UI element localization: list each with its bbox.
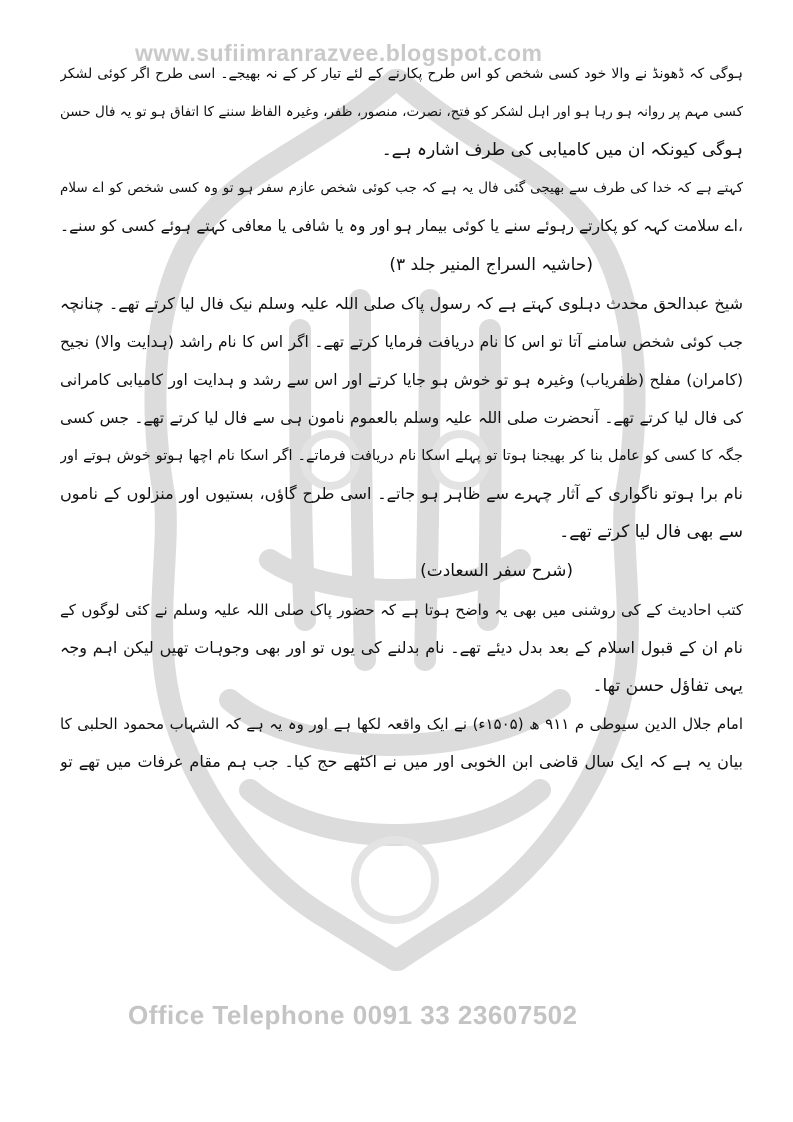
text-line: نام ان کے قبول اسلام کے بعد بدل دیئے تھے۔ نام بدلنے کی یوں تو اور بھی وجوہات تھیں لیکن اہم وجہ [60,638,743,657]
text-line: ،اے سلامت کہہ کو پکارتے رہوئے سنے یا کوئی بیمار ہو اور وہ یا شافی یا معافی کہتے ہوئے کسی کو سنے۔ [60,217,743,235]
text-line: جگہ کا کسی کو عامل بنا کر بھیجنا ہوتا تو پہلے اسکا نام دریافت فرماتے۔ اگر اسکا نام اچھا ہوتو خوش ہوتے اور [60,448,743,464]
text-line: کسی مہم پر روانہ ہو رہا ہو اور اہل لشکر کو فتح، نصرت، منصور، ظفر، وغیرہ الفاظ سننے کا اتفاق ہو تو یہ فال حسن [60,104,743,120]
text-line: نام برا ہوتو ناگواری کے آثار چہرے سے ظاہر ہو جاتے۔ اسی طرح گاؤں، بستیوں اور منزلوں کے ناموں [60,484,743,503]
text-line: شیخ عبدالحق محدث دہلوی کہتے ہے کہ رسول پاک صلی اللہ علیہ وسلم نیک فال لیا کرتے تھے۔ چنانچہ [60,294,743,313]
text-line: جب کوئی شخص سامنے آتا تو اس کا نام دریافت فرمایا کرتے تھے۔ اگر اس کا نام راشد (ہدایت والا) نجیح [60,333,743,351]
text-line: بیان یہ ہے کہ ایک سال قاضی ابن الخوبی اور میں نے اکٹھے حج کیا۔ جب ہم مقام عرفات میں تھے تو [60,752,743,771]
text-line: کی فال لیا کرتے تھے۔ آنحضرت صلی اللہ علیہ وسلم بالعموم نامون ہی سے فال لیا کرتے تھے۔ جس کسی [60,409,743,427]
text-line: یہی تفاؤل حسن تھا۔ [592,676,743,696]
text-line: (کامران) مفلح (ظفریاب) وغیرہ ہو تو خوش ہو جایا کرتے اور اس سے رشد و ہدایت اور کامیابی کامرانی [60,371,743,389]
watermark-url: www.sufiimranrazvee.blogspot.com [135,40,543,66]
document-body [60,55,743,781]
text-line: سے بھی فال لیا کرتے تھے۔ [559,522,743,542]
text-line: کتب احادیث کے کی روشنی میں بھی یہ واضح ہوتا ہے کہ حضور پاک صلی اللہ علیہ وسلم نے کئی لوگوں کے [60,601,743,619]
text-line: کہتے ہے کہ خدا کی طرف سے بھیجی گئی فال یہ ہے کہ جب کوئی شخص عازم سفر ہو تو وہ کسی شخص کو اے سلام [60,180,743,196]
citation: (شرح سفر السعادت) [420,561,573,581]
text-line: امام جلال الدین سیوطی م ۹۱۱ ھ (۱۵۰۵ء) نے ایک واقعہ لکھا ہے اور وہ یہ ہے کہ الشہاب محمود الحلبی کا [60,715,743,733]
watermark-phone: Office Telephone 0091 33 23607502 [128,1000,578,1030]
text-line: ہوگی کیونکہ ان میں کامیابی کی طرف اشارہ ہے۔ [381,140,743,160]
citation: (حاشیہ السراج المنیر جلد ۳) [389,255,593,275]
text-line: ہوگی کہ ڈھونڈ نے والا خود کسی شخص کو اس طرح پکارنے کے لئے تیار کر کے نہ بھیجے۔ اسی طرح اگر کوئی لشکر [60,66,743,82]
